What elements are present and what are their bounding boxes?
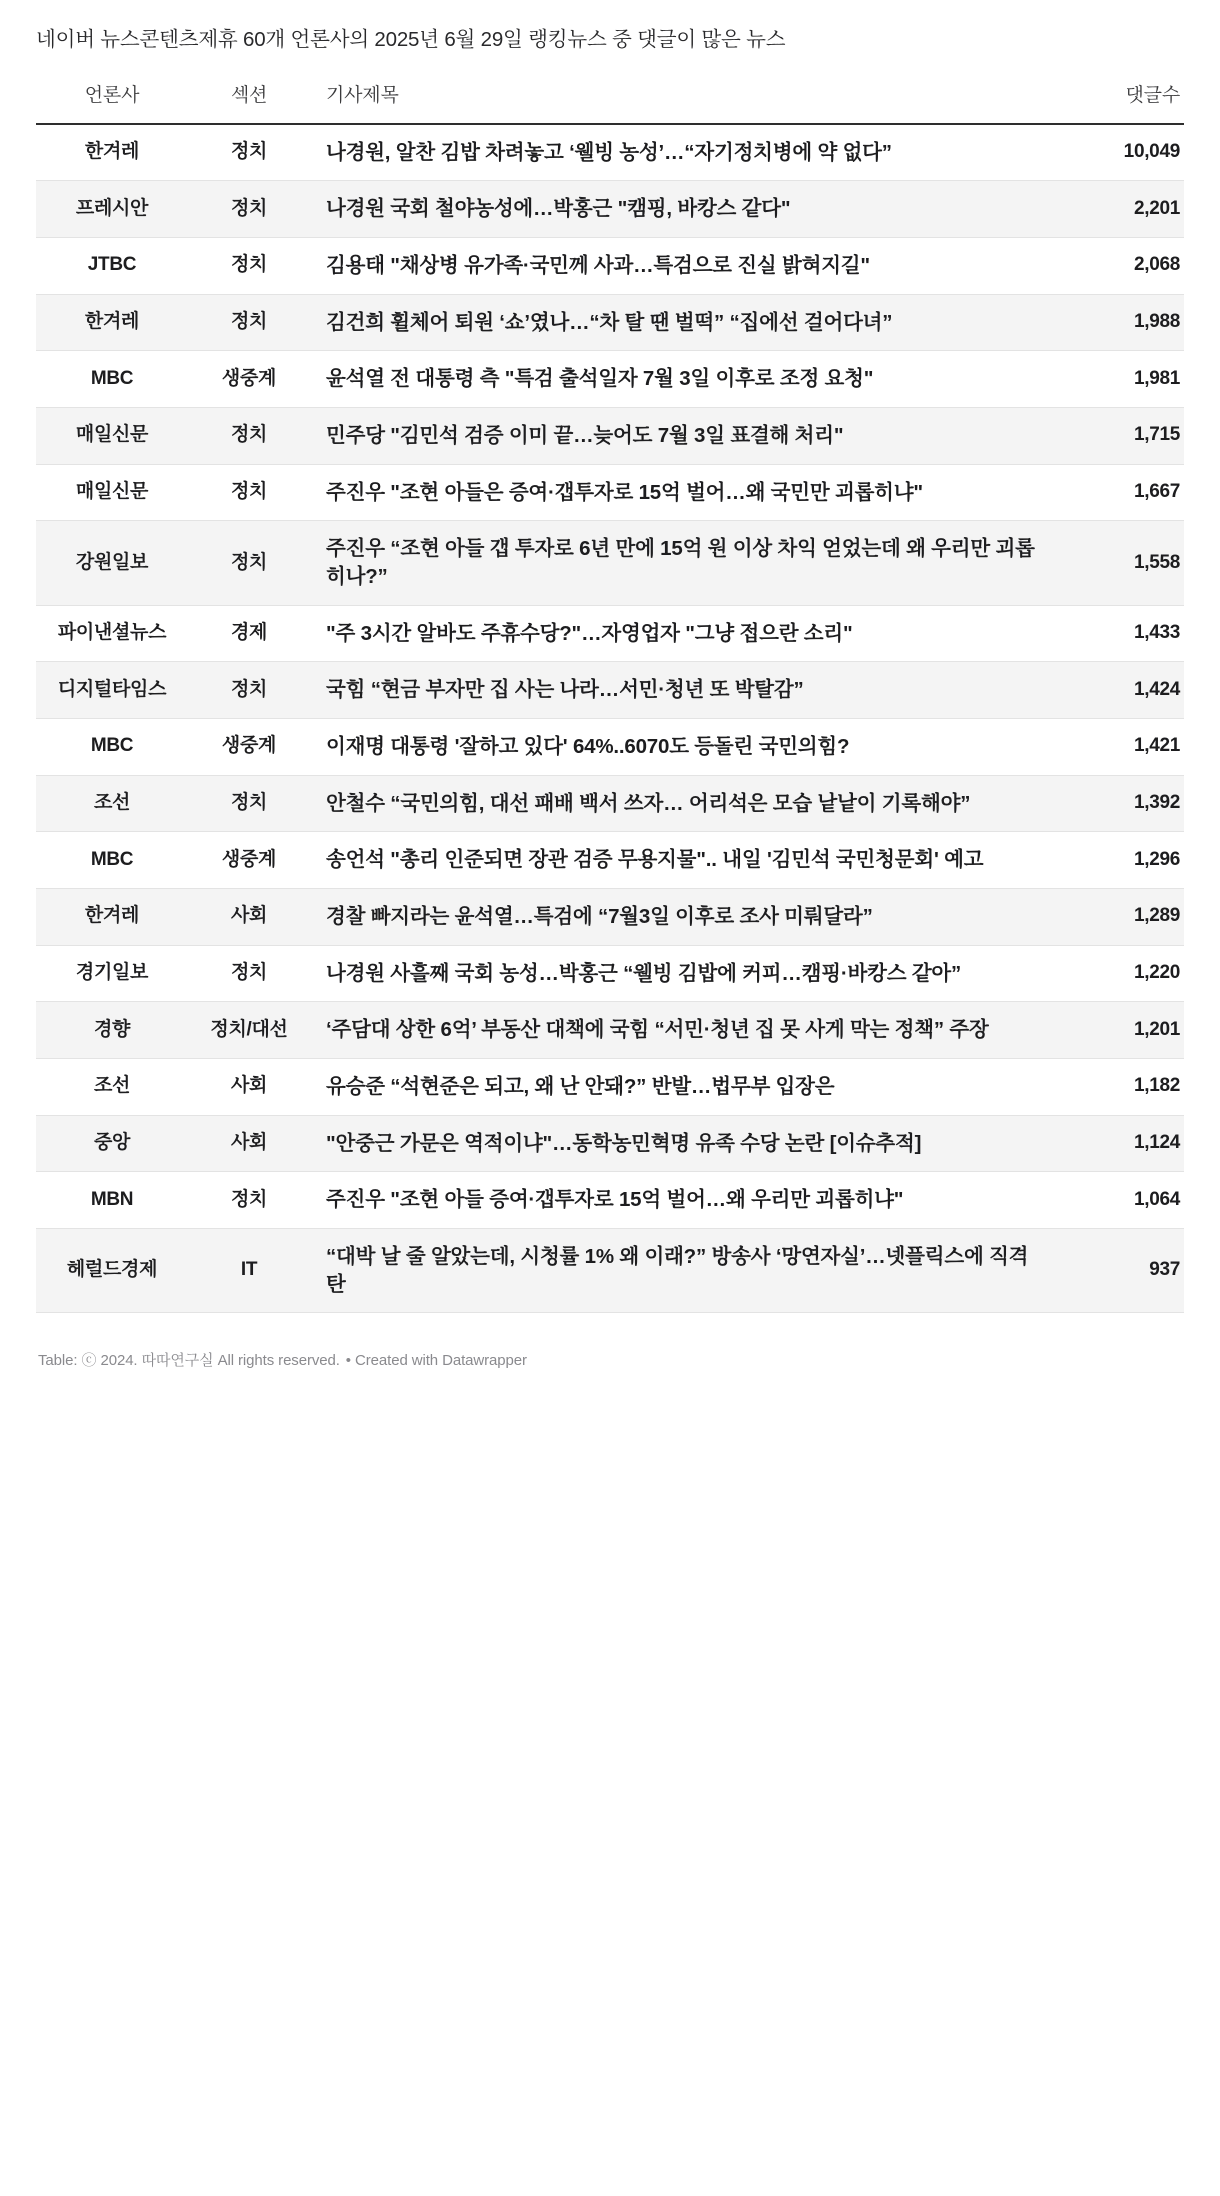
table-row [36,408,1184,465]
table-row [36,238,1184,295]
cell-section: 정치 [230,481,268,503]
cell-comment-count: 1,201 [1133,1018,1180,1040]
table-row [36,1002,1184,1059]
cell-section: 정치 [230,311,268,333]
table-header [36,76,1184,124]
cell-press: 프레시안 [75,197,149,219]
table-header-row [36,76,1184,124]
cell-comment-count: 1,988 [1133,311,1180,333]
table-row [36,775,1184,832]
cell-section: 생중계 [221,848,277,870]
table-row [36,1115,1184,1172]
cell-headline: 유승준 “석현준은 되고, 왜 난 안돼?” 반발…법무부 입장은 [326,1075,835,1099]
cell-section: 정치 [230,254,268,276]
cell-press: 한겨레 [84,311,140,333]
table-row [36,1059,1184,1116]
cell-headline: 윤석열 전 대통령 측 "특검 출석일자 7월 3일 이후로 조정 요청" [326,367,874,391]
table-row [36,124,1184,181]
cell-headline: 송언석 "총리 인준되면 장관 검증 무용지물".. 내일 '김민석 국민청문회' 예고 [326,848,984,872]
cell-comment-count: 1,392 [1133,792,1180,814]
cell-headline: 주진우 "조현 아들은 증여·갭투자로 15억 벌어…왜 국민만 괴롭히냐" [326,480,923,504]
cell-section: 정치 [230,1188,268,1210]
table-row [36,1229,1184,1313]
cell-press: 매일신문 [75,424,149,446]
cell-headline: "주 3시간 알바도 주휴수당?"…자영업자 "그냥 접으란 소리" [326,621,853,645]
cell-comment-count: 937 [1149,1259,1180,1281]
cell-comment-count: 1,424 [1133,678,1180,700]
table-row [36,464,1184,521]
cell-headline: 주진우 “조현 아들 갭 투자로 6년 만에 15억 원 이상 차익 얻었는데 왜 우리만 괴롭히나?” [326,537,1035,589]
cell-section: 사회 [230,905,268,927]
page-title: 네이버 뉴스콘텐츠제휴 60개 언론사의 2025년 6월 29일 랭킹뉴스 중 댓글이 많은 뉴스 [36,28,786,51]
cell-headline: 나경원 국회 철야농성에…박홍근 "캠핑, 바캉스 같다" [326,197,791,221]
table-row [36,889,1184,946]
footer-created-with: • Created with Datawrapper [345,1352,527,1370]
cell-section: 정치/대선 [210,1018,288,1040]
cell-headline: 이재명 대통령 '잘하고 있다' 64%..6070도 등돌린 국민의힘? [326,735,850,759]
cell-press: 한겨레 [84,141,140,163]
cell-headline: "안중근 가문은 역적이냐"…동학농민혁명 유족 수당 논란 [이슈추적] [326,1131,922,1155]
cell-press: MBN [90,1188,134,1210]
cell-press: 디지털타임스 [57,678,167,700]
cell-comment-count: 1,220 [1133,962,1180,984]
footer-credit: Table: ⓒ 2024. 따따연구실 All rights reserved. [38,1352,340,1370]
cell-section: 정치 [230,678,268,700]
cell-section: 정치 [230,551,268,573]
table-row [36,719,1184,776]
cell-comment-count: 1,421 [1133,735,1180,757]
cell-press: 한겨레 [84,905,140,927]
cell-section: 정치 [230,141,268,163]
cell-press: 헤럴드경제 [66,1259,158,1281]
cell-comment-count: 2,201 [1133,197,1180,219]
cell-comment-count: 1,667 [1133,481,1180,503]
cell-headline: 경찰 빠지라는 윤석열…특검에 “7월3일 이후로 조사 미뤄달라” [326,905,873,929]
chart-footer [36,1333,1184,1388]
table-body [36,124,1184,1313]
cell-headline: 나경원 사흘째 국회 농성…박홍근 “웰빙 김밥에 커피…캠핑·바캉스 같아” [326,961,962,985]
cell-section: IT [240,1259,258,1281]
cell-headline: 민주당 "김민석 검증 이미 끝…늦어도 7월 3일 표결해 처리" [326,424,844,448]
cell-press: 경기일보 [75,962,149,984]
table-row [36,521,1184,605]
cell-section: 경제 [230,622,268,644]
cell-headline: 나경원, 알찬 김밥 차려놓고 ‘웰빙 농성’…“자기정치병에 약 없다” [326,140,892,164]
cell-comment-count: 1,296 [1133,848,1180,870]
cell-press: 강원일보 [75,551,149,573]
column-header-section: 섹션 [230,84,268,106]
cell-comment-count: 1,289 [1133,905,1180,927]
table-row [36,181,1184,238]
cell-comment-count: 1,558 [1133,551,1180,573]
cell-comment-count: 2,068 [1133,254,1180,276]
cell-comment-count: 1,981 [1133,367,1180,389]
column-header-comments: 댓글수 [1125,84,1180,106]
cell-section: 생중계 [221,735,277,757]
table-row [36,945,1184,1002]
column-header-press: 언론사 [84,84,140,106]
cell-headline: 주진우 "조현 아들 증여·갭투자로 15억 벌어…왜 우리만 괴롭히냐" [326,1188,904,1212]
cell-press: 경향 [93,1018,131,1040]
cell-press: 조선 [93,792,131,814]
cell-headline: 김용태 "채상병 유가족·국민께 사과…특검으로 진실 밝혀지길" [326,254,870,278]
cell-comment-count: 1,064 [1133,1188,1180,1210]
cell-press: 매일신문 [75,481,149,503]
cell-section: 정치 [230,962,268,984]
column-header-headline: 기사제목 [326,84,399,106]
cell-headline: “대박 날 줄 알았는데, 시청률 1% 왜 이래?” 방송사 ‘망연자실’…넷플릭스에 직격탄 [326,1245,1029,1296]
cell-headline: 안철수 “국민의힘, 대선 패배 백서 쓰자… 어리석은 모습 낱낱이 기록해야” [326,791,971,815]
cell-press: MBC [90,848,134,870]
cell-comment-count: 1,433 [1133,622,1180,644]
cell-press: JTBC [87,254,137,276]
cell-comment-count: 1,124 [1133,1132,1180,1154]
table-row [36,605,1184,662]
cell-section: 정치 [230,197,268,219]
table-row [36,662,1184,719]
cell-press: 파이낸셜뉴스 [57,622,167,644]
cell-comment-count: 1,182 [1133,1075,1180,1097]
ranking-news-table [36,76,1184,1314]
cell-section: 사회 [230,1132,268,1154]
table-row [36,294,1184,351]
cell-section: 정치 [230,424,268,446]
cell-press: MBC [90,735,134,757]
cell-comment-count: 1,715 [1133,424,1180,446]
cell-headline: 국힘 “현금 부자만 집 사는 나라…서민·청년 또 박탈감” [326,678,804,702]
cell-press: MBC [90,367,134,389]
cell-comment-count: 10,049 [1123,141,1180,163]
table-row [36,832,1184,889]
cell-headline: 김건희 휠체어 퇴원 ‘쇼’였나…“차 탈 땐 벌떡” “집에선 걸어다녀” [326,310,893,334]
table-row [36,1172,1184,1229]
cell-section: 정치 [230,792,268,814]
cell-press: 조선 [93,1075,131,1097]
cell-press: 중앙 [93,1132,131,1154]
cell-section: 사회 [230,1075,268,1097]
cell-headline: ‘주담대 상한 6억’ 부동산 대책에 국힘 “서민·청년 집 못 사게 막는 정책” 주장 [326,1018,989,1042]
table-row [36,351,1184,408]
cell-section: 생중계 [221,367,277,389]
